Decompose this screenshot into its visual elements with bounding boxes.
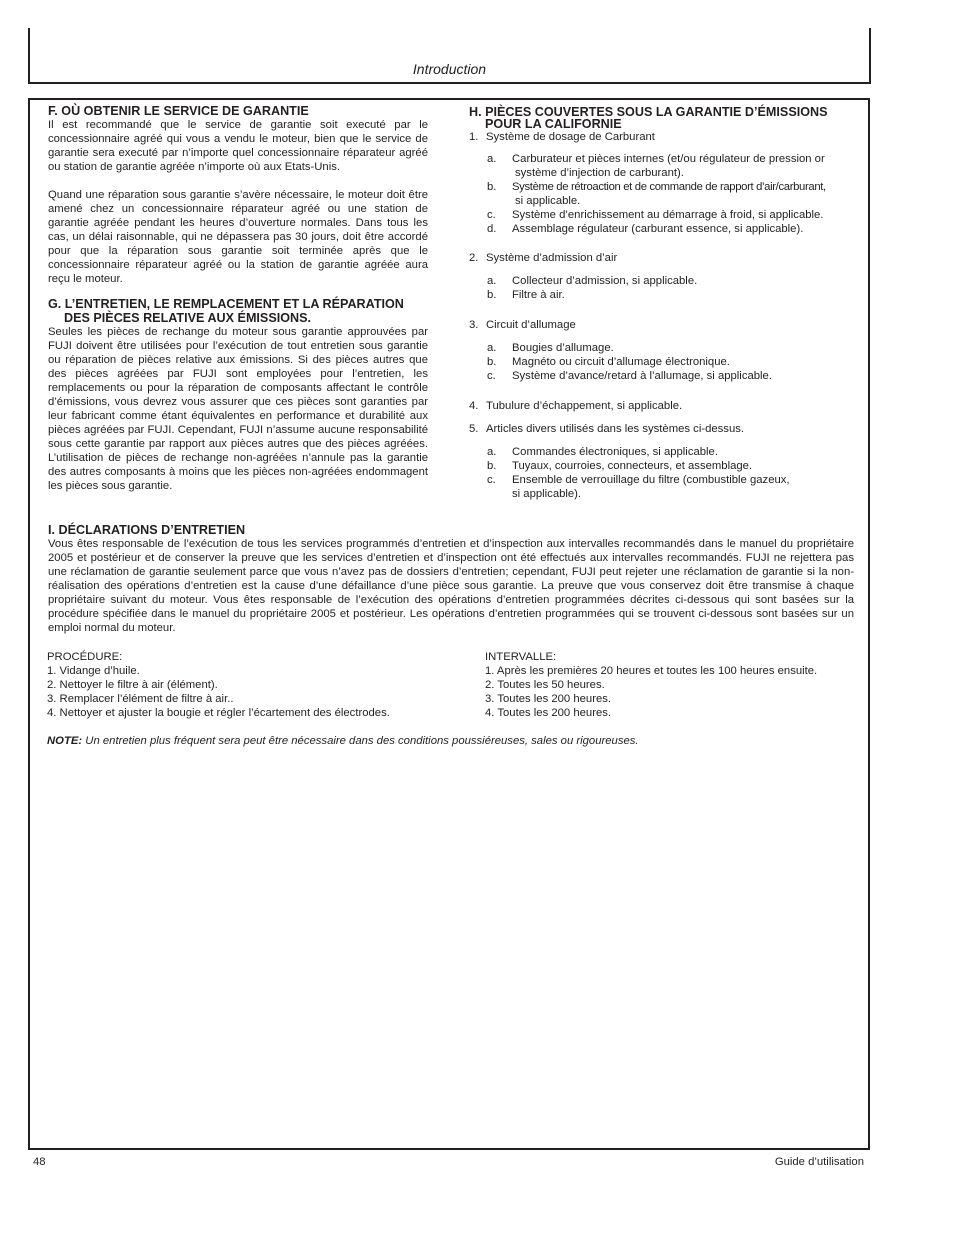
list-subitem: c. Système d’enrichissement au démarrage à froid, si applicable. — [487, 209, 824, 221]
list-item: 3. Remplacer l’élément de filtre à air.. — [47, 693, 234, 705]
procedure-list — [47, 650, 467, 720]
section-g-paragraph: Seules les pièces de rechange du moteur sous garantie approuvées par FUJI doivent être utilisées pour l’exécution de tout entretien sous garantie ou réparation de pièces relative aux émissions. Si des pièces autres que des pièces agréées par FUJI sont employées pour l’entretien, les remplacements ou pour la réparation de composants affectant le contrôle d’émissions, vous devrez vous assurer que ces pièces sont garanties par leur fabricant comme étant équivalentes en performance et durabilité aux pièces agréées par FUJI. Cependant, FUJI n’assume aucune responsabilité sous cette garantie par rapport aux pièces autres que des pièces agréées. L’utilisation de pièces de rechange non-agréées n’annule pas la garantie des autres composants à moins que les pièces non-agréées endommagent les pièces sous garantie. — [48, 326, 428, 492]
list-item: 2. Nettoyer le filtre à air (élément). — [47, 679, 218, 691]
section-i — [48, 523, 854, 635]
note-label: NOTE: — [47, 735, 83, 747]
list-subitem: a. Collecteur d’admission, si applicable. — [487, 275, 698, 287]
list-subitem: c. Ensemble de verrouillage du filtre (combustible gazeux, si applicable). — [487, 474, 790, 500]
list-item: 4. Toutes les 200 heures. — [485, 707, 612, 719]
list-item: 1. Vidange d’huile. — [47, 665, 140, 677]
list-subitem: a. Carburateur et pièces internes (et/ou régulateur de pression or système d’injection de carburant). — [487, 153, 825, 179]
section-g-heading-line-1: G. L’ENTRETIEN, LE REMPLACEMENT ET LA RÉPARATION — [48, 297, 404, 311]
list-subitem: d. Assemblage régulateur (carburant essence, si applicable). — [487, 223, 804, 235]
list-item: 2. Toutes les 50 heures. — [485, 679, 605, 691]
procedure-label: PROCÉDURE: — [47, 651, 123, 663]
page-number: 48 — [33, 1156, 46, 1168]
list-item: 1. Après les premières 20 heures et toutes les 100 heures ensuite. — [485, 665, 818, 677]
section-f-heading: F. OÙ OBTENIR LE SERVICE DE GARANTIE — [48, 104, 309, 118]
right-column — [469, 106, 864, 501]
list-item: 5. Articles divers utilisés dans les systèmes ci-dessus. — [469, 423, 745, 435]
section-i-heading: I. DÉCLARATIONS D’ENTRETIEN — [48, 523, 246, 537]
list-item: 3. Circuit d’allumage — [469, 319, 576, 331]
section-f-paragraph-1: Il est recommandé que le service de garantie soit executé par le concessionnaire agréé qui vous a vendu le moteur, bien que le service de garantie sera executé par n’importe quel concessionnaire réparateur agréé ou station de garantie agréée n’importe où aux Etats-Unis. — [48, 119, 428, 173]
section-h-heading-line-1: H. PIÈCES COUVERTES SOUS LA GARANTIE D’ÉMISSIONS — [469, 105, 828, 119]
list-subitem: b. Filtre à air. — [487, 289, 565, 301]
section-g-heading-line-2: DES PIÈCES RELATIVE AUX ÉMISSIONS. — [64, 311, 312, 325]
list-subitem: b. Système de rétroaction et de commande de rapport d’air/carburant, si applicable. — [487, 181, 826, 207]
list-item: 1. Système de dosage de Carburant — [469, 131, 655, 143]
header-title: Introduction — [412, 61, 487, 77]
header-frame — [28, 28, 871, 84]
footer-doc-title: Guide d’utilisation — [774, 1156, 864, 1168]
section-h-heading-line-2: POUR LA CALIFORNIE — [485, 117, 622, 131]
list-subitem: c. Système d’avance/retard à l’allumage, si applicable. — [487, 370, 772, 382]
list-item: 4. Tubulure d’échappement, si applicable. — [469, 400, 683, 412]
list-subitem: b. Magnéto ou circuit d’allumage électronique. — [487, 356, 730, 368]
left-column — [48, 104, 428, 493]
list-subitem: a. Commandes électroniques, si applicable. — [487, 446, 718, 458]
section-i-paragraph: Vous êtes responsable de l’exécution de tous les services programmés d’entretien et d’inspection aux intervalles recommandés dans le manuel du propriétaire 2005 et postérieur et de conserver la preuve que les services d’entretien et d’inspection ont été effectués aux intervalles recommandés. FUJI ne rejettera pas une réclamation de garantie seulement parce que vous n’avez pas de dossiers d’entretien; cependant, FUJI peut rejeter une réclamation de garantie si la non-réalisation des opérations d’entretien est la cause d’une défaillance d’une pièce sous garantie. La preuve que vous conservez doit être transmise à chaque propriétaire suivant du moteur. Vous êtes responsable de l’exécution des opérations d’entretien programmées décrites ci-dessous qui sont basées sur la procédure spécifiée dans le manuel du propriétaire 2005 et postérieur. Les opérations d’entretien programmées qui se trouvent ci-dessous sont basées sur un emploi normal du moteur. — [48, 538, 854, 634]
list-subitem: b. Tuyaux, courroies, connecteurs, et assemblage. — [487, 460, 753, 472]
list-item: 2. Système d’admission d’air — [469, 252, 618, 264]
interval-label: INTERVALLE: — [485, 651, 557, 663]
section-g-heading — [48, 297, 428, 325]
list-item: 4. Nettoyer et ajuster la bougie et régler l’écartement des électrodes. — [47, 707, 390, 719]
section-f-paragraph-2: Quand une réparation sous garantie s’avère nécessaire, le moteur doit être amené chez un concessionnaire réparateur agréé ou une station de garantie agréée pendant les heures d’ouverture normales. Dans tous les cas, un délai raisonnable, qui ne dépassera pas 30 jours, doit être accordé pour que la réparation sous garantie soit terminée après que le concessionnaire réparateur agréé ou la station de garantie agréée aura reçu le moteur. — [48, 189, 428, 285]
note — [47, 734, 853, 748]
list-subitem: a. Bougies d’allumage. — [487, 342, 614, 354]
list-item: 3. Toutes les 200 heures. — [485, 693, 612, 705]
note-text: Un entretien plus fréquent sera peut être nécessaire dans des conditions poussiéreuses, sales ou rigoureuses. — [82, 735, 639, 747]
interval-list — [485, 650, 865, 720]
